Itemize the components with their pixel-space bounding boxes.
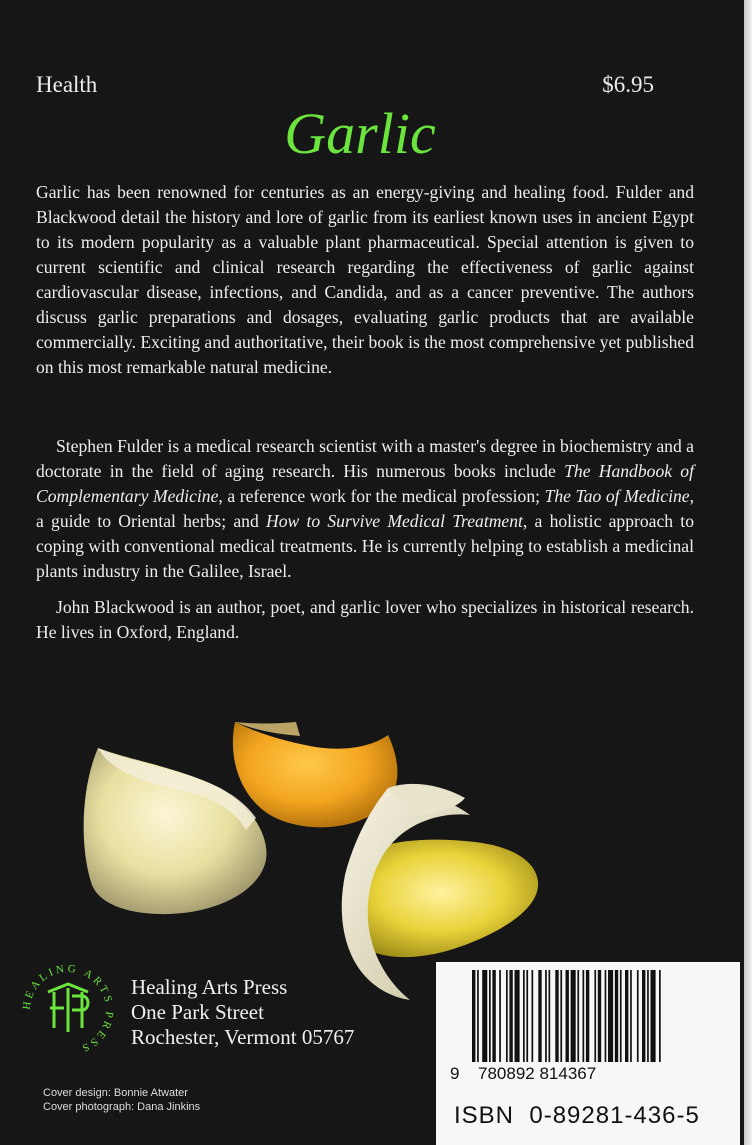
barcode-bar	[659, 970, 661, 1062]
barcode-bar	[608, 970, 613, 1062]
barcode-bar	[549, 970, 551, 1062]
publisher-address	[131, 975, 354, 1050]
isbn-line	[454, 1102, 744, 1130]
barcode-bar	[598, 970, 601, 1062]
publisher-street: One Park Street	[131, 1000, 264, 1024]
barcode-bar	[637, 970, 639, 1062]
publisher-city: Rochester, Vermont 05767	[131, 1025, 355, 1049]
barcode-bar	[647, 970, 649, 1062]
barcode-icon	[472, 970, 712, 1062]
barcode-bar	[515, 970, 520, 1062]
barcode-lead-digit: 9	[450, 1064, 460, 1083]
barcode-bar	[523, 970, 525, 1062]
barcode-bar	[482, 970, 487, 1062]
bio-text: , a guide to Oriental herbs; and	[36, 486, 694, 531]
barcode-bar	[594, 970, 596, 1062]
bio-text: , a reference work for the medical profession;	[218, 486, 545, 506]
barcode-bar	[577, 970, 579, 1062]
barcode-bar	[651, 970, 656, 1062]
bio-text: Stephen Fulder is a medical research scientist with a master's degree in biochemistry and a doctorate in the field of aging research. His numerous books include	[36, 436, 694, 481]
barcode-bar	[555, 970, 558, 1062]
isbn-label: ISBN	[454, 1102, 515, 1129]
bio-text: , a holistic approach to coping with conventional medical treatments. He is currently helping to establish a medicinal plants industry in the Galilee, Israel.	[36, 511, 694, 581]
category-label: Health	[36, 72, 98, 97]
barcode-bar	[506, 970, 508, 1062]
barcode-bar	[538, 970, 541, 1062]
book-title-survive: How to Survive Medical Treatment	[265, 511, 523, 531]
barcode-bar	[642, 970, 645, 1062]
barcode-bar	[477, 970, 479, 1062]
book-title: Garlic	[284, 101, 436, 166]
barcode-bar	[566, 970, 569, 1062]
barcode-bar	[526, 970, 528, 1062]
barcode-bar	[630, 970, 632, 1062]
healing-arts-press-logo	[20, 962, 116, 1058]
barcode-bar	[571, 970, 576, 1062]
barcode-sticker	[436, 962, 740, 1145]
barcode-bar	[620, 970, 622, 1062]
cover-edge	[744, 0, 752, 1145]
author-bio-fulder	[36, 434, 694, 584]
barcode-digits	[450, 1064, 740, 1084]
book-title-tao: The Tao of Medicine	[544, 486, 690, 506]
barcode-bar	[532, 970, 534, 1062]
design-credit: Cover design: Bonnie Atwater	[43, 1087, 188, 1099]
barcode-bar	[472, 970, 475, 1062]
cover-credits	[43, 1086, 200, 1114]
publisher-name: Healing Arts Press	[131, 975, 288, 999]
barcode-bar	[615, 970, 618, 1062]
barcode-bar	[489, 970, 491, 1062]
book-title-handbook: The Handbook of Complementary Medicine	[36, 461, 694, 506]
caduceus-icon	[48, 984, 88, 1032]
description-paragraph: Garlic has been renowned for centuries as an energy-giving and healing food. Fulder and Blackwood detail the history and lore of garlic from its earliest known uses in ancient Egypt to its modern popularity as a valuable plant pharmaceutical. Special attention is given to current scientific and clinical research regarding the effectiveness of garlic against cardiovascular disease, infections, and Candida, and as a cancer preventive. The authors discuss garlic preparations and dosages, evaluating garlic products that are available commercially. Exciting and authoritative, their book is the most comprehensive yet published on this most remarkable natural medicine.	[36, 182, 694, 377]
author-bio-blackwood	[36, 595, 694, 645]
barcode-bar	[560, 970, 562, 1062]
photo-credit: Cover photograph: Dana Jinkins	[43, 1101, 201, 1113]
bio-paragraph: John Blackwood is an author, poet, and garlic lover who specializes in historical research. He lives in Oxford, England.	[36, 597, 694, 642]
barcode-bar	[545, 970, 547, 1062]
logo-ring-text: HEALING ARTS PRESS	[20, 962, 116, 1055]
barcode-bar	[499, 970, 501, 1062]
isbn-number: 0-89281-436-5	[529, 1102, 700, 1129]
barcode-bar	[509, 970, 512, 1062]
barcode-bar	[583, 970, 585, 1062]
barcode-bar	[625, 970, 628, 1062]
price-label: $6.95	[602, 72, 654, 97]
barcode-bar	[586, 970, 589, 1062]
barcode-bar	[492, 970, 495, 1062]
barcode-number: 780892 814367	[478, 1064, 597, 1083]
book-description	[36, 180, 694, 380]
barcode-bar	[605, 970, 607, 1062]
